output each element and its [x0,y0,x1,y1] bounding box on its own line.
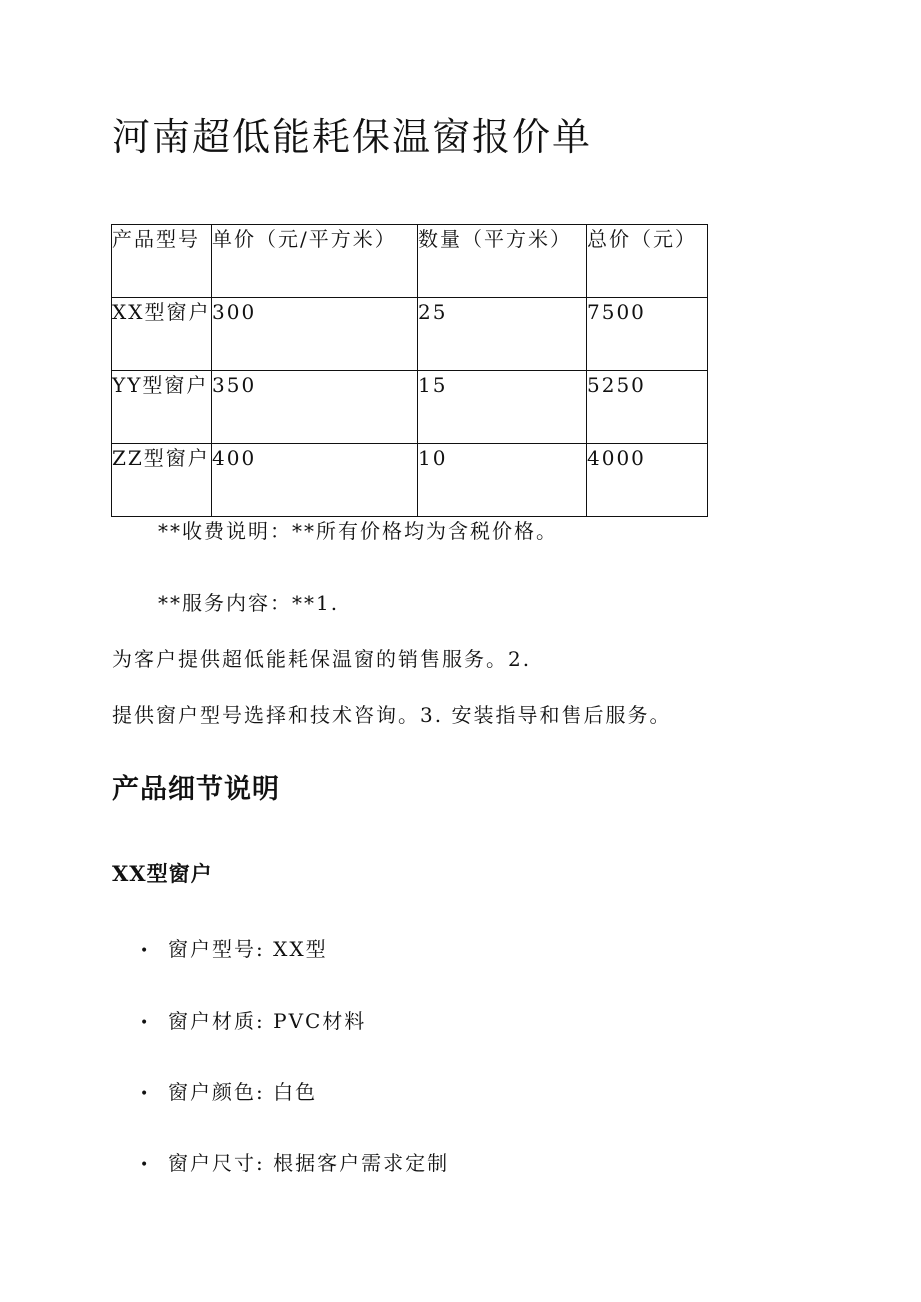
detail-separator: : [256,937,274,961]
cell-model: YY型窗户 [112,371,212,444]
product-name-heading: XX型窗户 [112,861,213,886]
table-header-row [112,225,708,298]
list-item [140,1078,317,1108]
cell-unit-price: 300 [212,298,418,371]
cell-quantity: 15 [418,371,587,444]
detail-separator: : [256,1009,274,1033]
detail-label: 窗户尺寸 [168,1151,256,1175]
cell-unit-price: 350 [212,371,418,444]
page-title: 河南超低能耗保温窗报价单 [112,115,593,159]
section-title-product-details: 产品细节说明 [112,774,280,805]
header-cell-unit-price: 单价（元/平方米） [212,225,418,298]
cell-unit-price: 400 [212,444,418,517]
header-cell-model: 产品型号 [112,225,212,298]
table-row [112,371,708,444]
bullet-icon: • [140,1085,151,1102]
list-item [140,935,328,965]
service-content-line-3: 提供窗户型号选择和技术咨询。3. 安装指导和售后服务。 [112,703,672,727]
header-cell-total: 总价（元） [587,225,708,298]
detail-value: 白色 [273,1080,318,1104]
list-item [140,1007,366,1037]
bullet-icon: • [140,1156,151,1173]
service-content-line-1: **服务内容：**1. [158,591,340,615]
header-cell-quantity: 数量（平方米） [418,225,587,298]
detail-value: XX型 [273,937,328,961]
cell-total: 5250 [587,371,708,444]
fee-note: **收费说明：**所有价格均为含税价格。 [158,519,558,543]
detail-separator: : [256,1151,274,1175]
bullet-icon: • [140,1014,151,1031]
table-row [112,444,708,517]
cell-quantity: 10 [418,444,587,517]
detail-separator: : [256,1080,274,1104]
detail-label: 窗户材质 [168,1009,256,1033]
cell-total: 4000 [587,444,708,517]
list-item [140,1149,449,1179]
detail-value: PVC材料 [273,1009,367,1033]
bullet-icon: • [140,942,151,959]
detail-label: 窗户颜色 [168,1080,256,1104]
service-content-line-2: 为客户提供超低能耗保温窗的销售服务。2. [112,647,532,671]
detail-value: 根据客户需求定制 [273,1151,450,1175]
detail-label: 窗户型号 [168,937,256,961]
cell-quantity: 25 [418,298,587,371]
cell-model: ZZ型窗户 [112,444,212,517]
quote-table [111,224,708,517]
table-row [112,298,708,371]
cell-total: 7500 [587,298,708,371]
cell-model: XX型窗户 [112,298,212,371]
